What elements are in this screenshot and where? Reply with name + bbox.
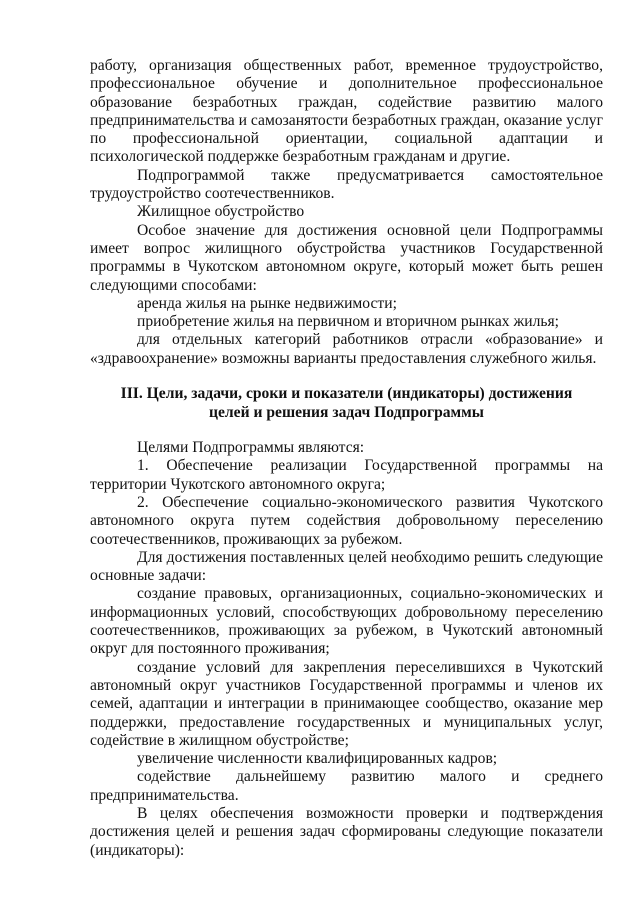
task-item-4: содействие дальнейшему развитию малого и среднего предпринимательства. (90, 768, 603, 804)
paragraph-indicators: В целях обеспечения возможности проверки и подтверждения достижения целей и решения задач сформированы следующие показатели (индикаторы): (90, 804, 603, 859)
list-item-service-housing: для отдельных категорий работников отрасли «образование» и «здравоохранение» возможны варианты предоставления служебного жилья. (90, 331, 603, 367)
task-item-1: создание правовых, организационных, социально-экономических и информационных условий, способствующих добровольному переселению соотечественников, проживающих за рубежом, в Чукотский автономный округ для постоянного проживания; (90, 585, 603, 658)
section-heading-line2: целей и решения задач Подпрограммы (209, 403, 484, 421)
list-item-rent: аренда жилья на рынке недвижимости; (137, 294, 397, 312)
paragraph-self-employment: Подпрограммой также предусматривается самостоятельное трудоустройство соотечественников. (90, 166, 603, 203)
document-page (90, 57, 603, 860)
task-item-3: увеличение численности квалифицированных кадров; (137, 750, 498, 768)
section-heading-line1: III. Цели, задачи, сроки и показатели (индикаторы) достижения (120, 385, 573, 403)
subheading-housing: Жилищное обустройство (137, 203, 305, 221)
paragraph-housing-intro: Особое значение для достижения основной цели Подпрограммы имеет вопрос жилищного обустройства участников Государственной программы в Чукотском автономном округе, который может быть решен следующими способами: (90, 221, 603, 294)
task-item-2: создание условий для закрепления переселившихся в Чукотский автономный округ участников Государственной программы и членов их семей, адаптации и интеграции в принимающее сообщество, оказание мер поддержки, предоставление государственных и муниципальных услуг, содействие в жилищном обустройстве; (90, 658, 603, 749)
paragraph-tasks-intro: Для достижения поставленных целей необходимо решить следующие основные задачи: (90, 548, 603, 585)
section-heading (90, 385, 603, 422)
goal-item-1: 1. Обеспечение реализации Государственной программы на территории Чукотского автономного округа; (90, 457, 603, 493)
paragraph-employment-measures: работу, организация общественных работ, временное трудоустройство, профессиональное обучение и дополнительное профессиональное образование безработных граждан, содействие развитию малого предпринимательства и самозанятости безработных граждан, оказание услуг по профессиональной ориентации, социальной адаптации и психологической поддержке безработным гражданам и другие. (90, 57, 603, 166)
list-item-purchase: приобретение жилья на первичном и вторичном рынках жилья; (137, 313, 559, 331)
paragraph-goals-intro: Целями Подпрограммы являются: (137, 439, 365, 457)
goal-item-2: 2. Обеспечение социально-экономического развития Чукотского автономного округа путем содействия добровольному переселению соотечественников, проживающих за рубежом. (90, 493, 603, 548)
